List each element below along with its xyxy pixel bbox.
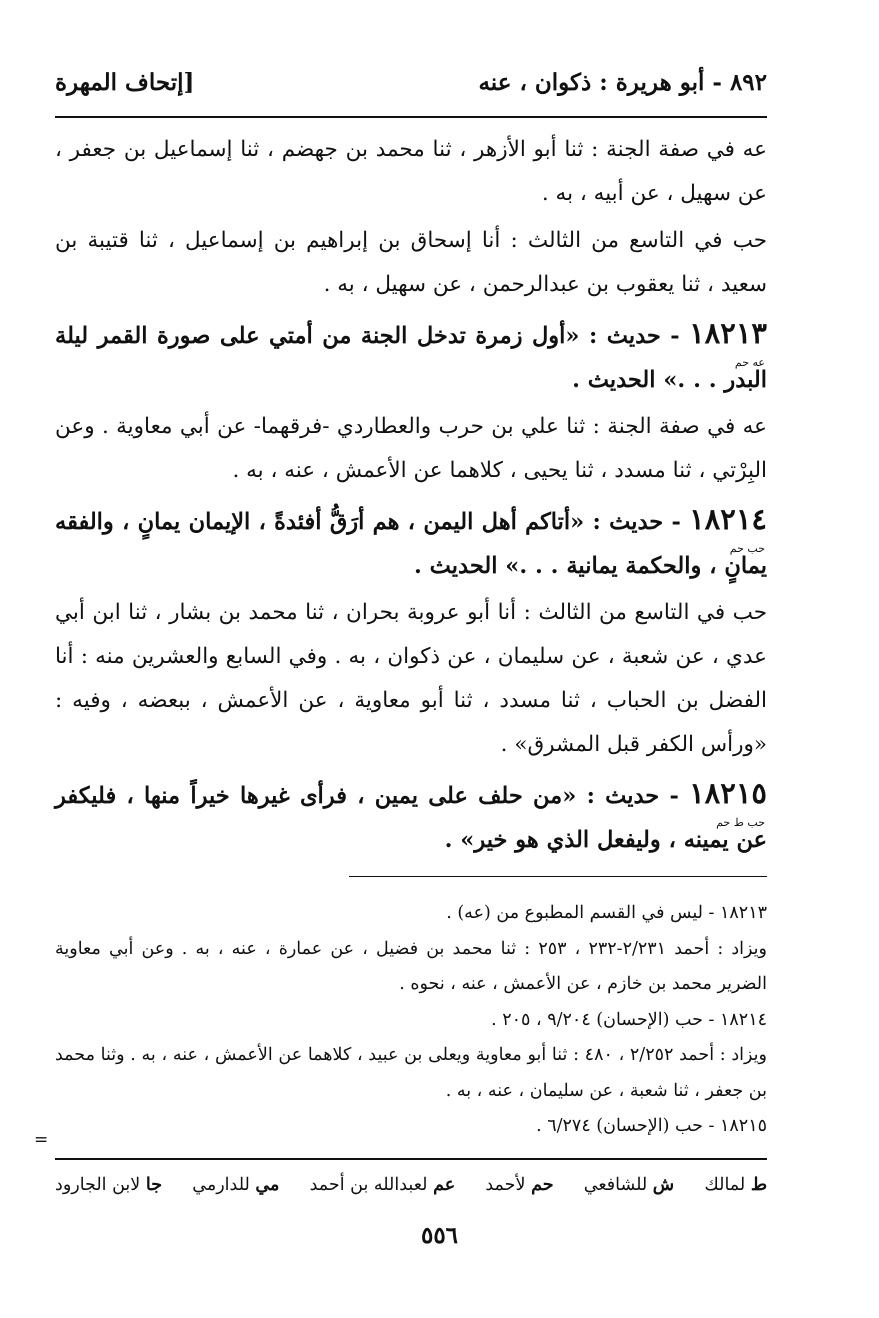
hadith-entry [55,311,767,402]
header-book-title: [إتحاف المهرة [55,68,195,96]
continuation-mark: = [34,1130,49,1150]
source-codes: عه حم [734,356,765,369]
footnote: ويزاد : أحمد ٢/٢٣١-٢٣٢ ، ٢٥٣ : ثنا محمد بن فضيل ، عن عمارة ، عنه ، به . وعن أبي معاوية الضرير محمد بن خازم ، عن الأعمش ، عنه ، نحوه . [55,938,767,994]
abbreviation-item: مي للدارمي [192,1175,280,1195]
footnote: ١٨٢١٥ - حب (الإحسان) ٦/٢٧٤ . [536,1116,767,1136]
abbreviation-item: جا لابن الجارود [55,1175,163,1195]
abbreviation-item: ط لمالك [704,1175,767,1195]
abbreviation-item: حم لأحمد [485,1175,554,1195]
hadith-entry [55,771,767,862]
header-divider [55,116,767,118]
footnote: ١٨٢١٣ - ليس في القسم المطبوع من (عه) . [446,903,767,923]
text-paragraph: عه في صفة الجنة : ثنا علي بن حرب والعطاردي -فرقهما- عن أبي معاوية . وعن البِرْتي ، ثنا مسدد ، ثنا يحيى ، كلاهما عن الأعمش ، عنه ، به . [55,414,767,483]
page-number: ٥٥٦ [420,1222,459,1249]
footnote: ويزاد : أحمد ٢/٢٥٢ ، ٤٨٠ : ثنا أبو معاوية ويعلى بن عبيد ، كلاهما عن الأعمش ، عنه ، به . وثنا محمد بن جعفر ، ثنا شعبة ، عن سليمان ، عنه ، به . [55,1045,767,1101]
abbreviations-divider [55,1158,767,1160]
hadith-text: - حديث : «من حلف على يمين ، فرأى غيرها خيراً منها ، فليكفر عن يمينه ، وليفعل الذي هو خير» . [55,783,767,853]
page-header [55,62,767,102]
footnote-divider [349,876,767,877]
text-paragraph: عه في صفة الجنة : ثنا أبو الأزهر ، ثنا محمد بن جهضم ، ثنا إسماعيل بن جعفر ، عن سهيل ، عن أبيه ، به . [55,137,767,206]
source-codes: حب حم [729,542,765,555]
hadith-text: - حديث : «أتاكم أهل اليمن ، هم أرَقُّ أفئدةً ، الإيمان يمانٍ ، والفقه يمانٍ ، والحكمة يمانية . . .» الحديث . [55,509,767,579]
footnotes [55,896,767,1145]
hadith-text: - حديث : «أول زمرة تدخل الجنة من أمتي على صورة القمر ليلة البدر . . .» الحديث . [55,323,767,393]
abbreviations-key [55,1168,767,1202]
hadith-number: ١٨٢١٤ حب حم [689,502,767,555]
hadith-number: ١٨٢١٣ عه حم [689,316,767,369]
hadith-number: ١٨٢١٥ حب ط حم [689,776,767,829]
footnote: ١٨٢١٤ - حب (الإحسان) ٩/٢٠٤ ، ٢٠٥ . [491,1009,767,1030]
main-text [55,128,767,865]
text-paragraph: حب في التاسع من الثالث : أنا إسحاق بن إبراهيم بن إسماعيل ، ثنا قتيبة بن سعيد ، ثنا يعقوب بن عبدالرحمن ، عن سهيل ، به . [55,228,767,297]
abbreviation-item: عم لعبدالله بن أحمد [309,1175,456,1195]
text-paragraph: حب في التاسع من الثالث : أنا أبو عروبة بحران ، ثنا محمد بن بشار ، ثنا ابن أبي عدي ، عن شعبة ، عن سليمان ، عن ذكوان ، به . وفي السابع والعشرين منه : أنا الفضل بن الحباب ، ثنا مسدد ، ثنا أبو معاوية ، عن الأعمش ، ببعضه ، وفيه : «ورأس الكفر قبل المشرق» . [55,600,767,757]
hadith-entry [55,497,767,588]
abbreviation-item: ش للشافعي [583,1175,675,1195]
source-codes: حب ط حم [716,816,765,829]
header-title: ٨٩٢ - أبو هريرة : ذكوان ، عنه [478,68,767,96]
